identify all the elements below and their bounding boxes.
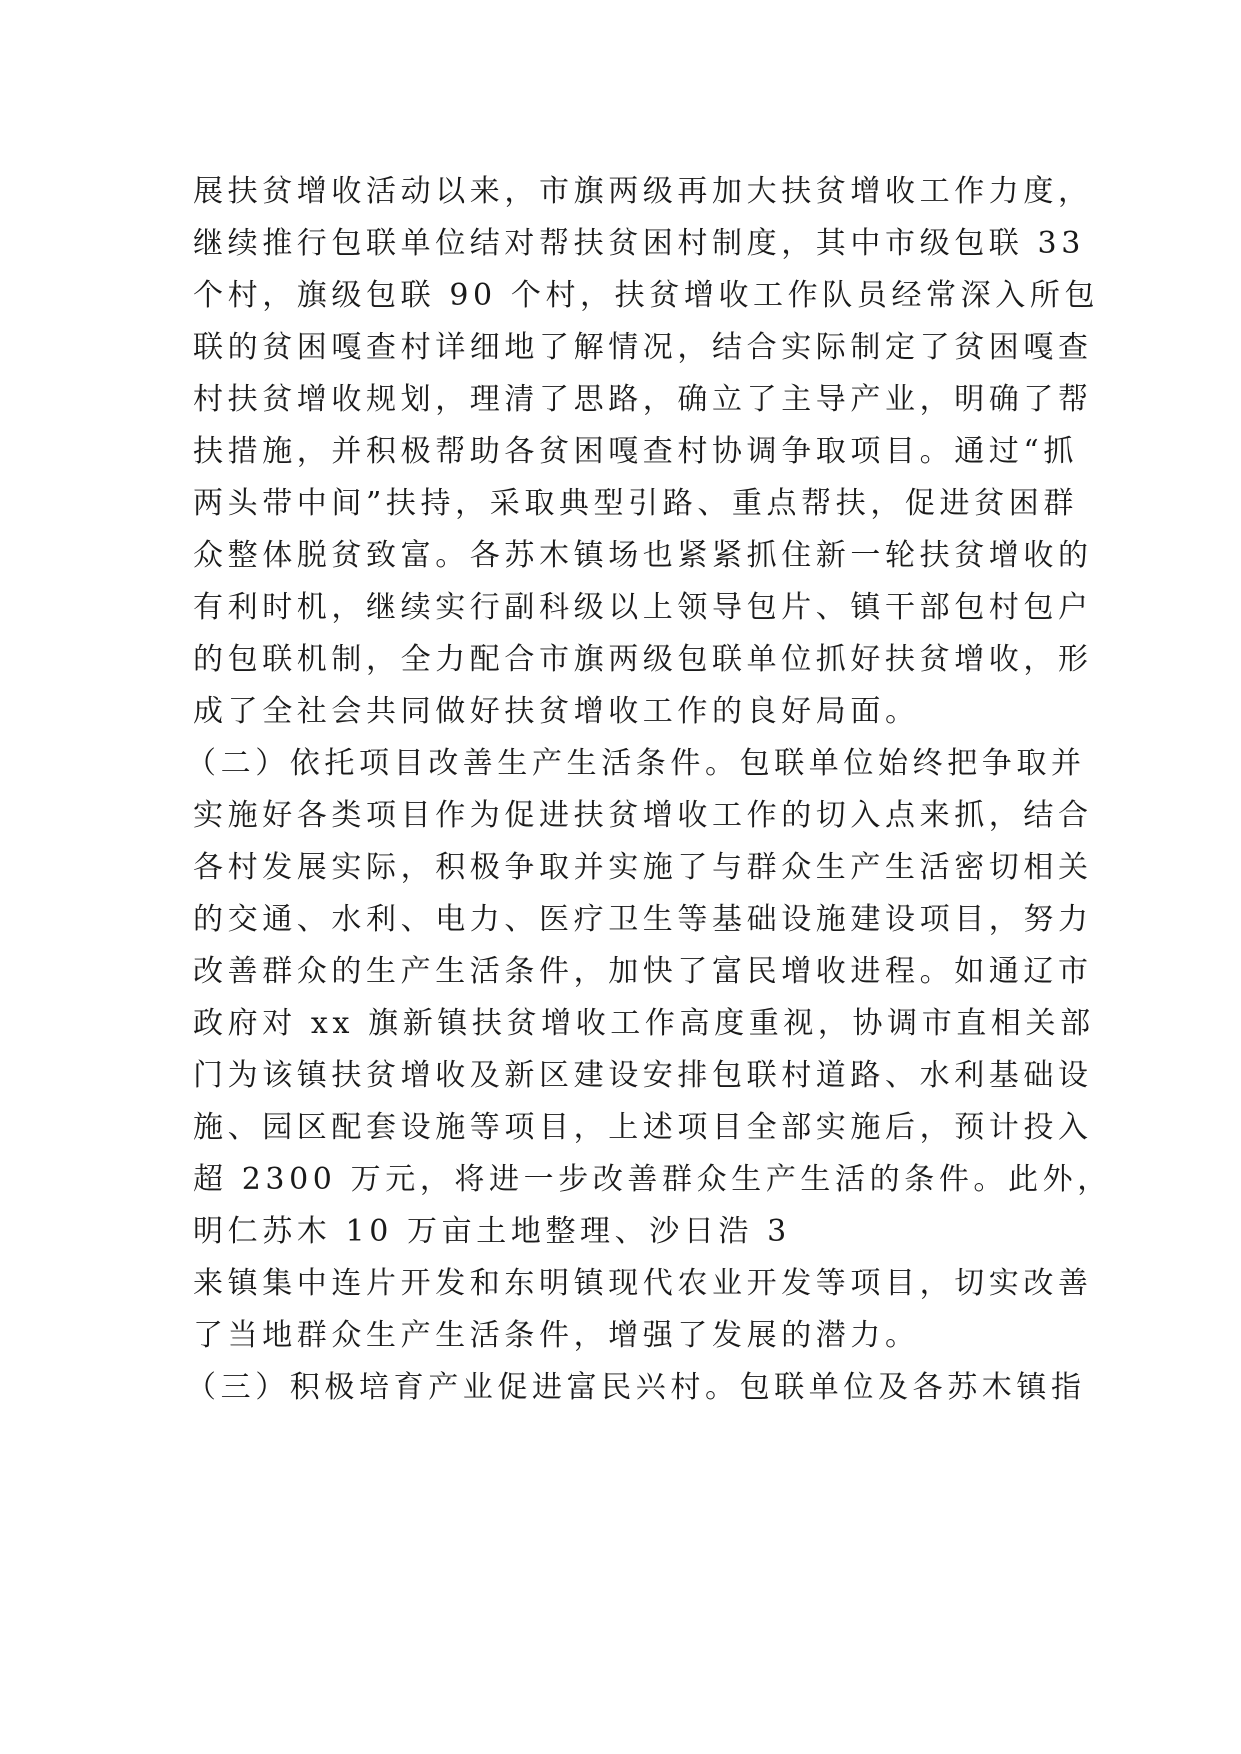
text-line: 实施好各类项目作为促进扶贫增收工作的切入点来抓，结合 xyxy=(193,798,1093,833)
text-line: 超 2300 万元，将进一步改善群众生产生活的条件。此外， xyxy=(193,1162,1112,1197)
text-line: 成了全社会共同做好扶贫增收工作的良好局面。 xyxy=(193,694,920,729)
text-line: 个村，旗级包联 90 个村，扶贫增收工作队员经常深入所包 xyxy=(193,278,1100,313)
section-heading-line: （三）积极培育产业促进富民兴村。包联单位及各苏木镇指 xyxy=(186,1370,1086,1405)
text-line: 展扶贫增收活动以来，市旗两级再加大扶贫增收工作力度， xyxy=(193,174,1093,209)
text-line: 门为该镇扶贫增收及新区建设安排包联村道路、水利基础设 xyxy=(193,1058,1093,1093)
text-line: 扶措施，并积极帮助各贫困嘎查村协调争取项目。通过“抓 xyxy=(193,434,1078,469)
text-line: 来镇集中连片开发和东明镇现代农业开发等项目，切实改善 xyxy=(193,1266,1093,1301)
section-heading-line: （二）依托项目改善生产生活条件。包联单位始终把争取并 xyxy=(186,746,1086,781)
text-line: 了当地群众生产生活条件，增强了发展的潜力。 xyxy=(193,1318,920,1353)
text-line: 有利时机，继续实行副科级以上领导包片、镇干部包村包户 xyxy=(193,590,1093,625)
text-line: 的交通、水利、电力、医疗卫生等基础设施建设项目，努力 xyxy=(193,902,1093,937)
text-line: 施、园区配套设施等项目，上述项目全部实施后，预计投入 xyxy=(193,1110,1093,1145)
text-line: 政府对 xx 旗新镇扶贫增收工作高度重视，协调市直相关部 xyxy=(193,1006,1095,1041)
text-line: 改善群众的生产生活条件，加快了富民增收进程。如通辽市 xyxy=(193,954,1093,989)
text-line: 各村发展实际，积极争取并实施了与群众生产生活密切相关 xyxy=(193,850,1093,885)
text-line: 继续推行包联单位结对帮扶贫困村制度，其中市级包联 33 xyxy=(193,226,1085,261)
text-line: 明仁苏木 10 万亩土地整理、沙日浩 3 xyxy=(193,1214,791,1249)
text-line: 的包联机制，全力配合市旗两级包联单位抓好扶贫增收，形 xyxy=(193,642,1093,677)
text-line: 两头带中间”扶持，采取典型引路、重点帮扶，促进贫困群 xyxy=(193,486,1078,521)
text-line: 联的贫困嘎查村详细地了解情况，结合实际制定了贫困嘎查 xyxy=(193,330,1093,365)
text-line: 村扶贫增收规划，理清了思路，确立了主导产业，明确了帮 xyxy=(193,382,1093,417)
text-line: 众整体脱贫致富。各苏木镇场也紧紧抓住新一轮扶贫增收的 xyxy=(193,538,1093,573)
